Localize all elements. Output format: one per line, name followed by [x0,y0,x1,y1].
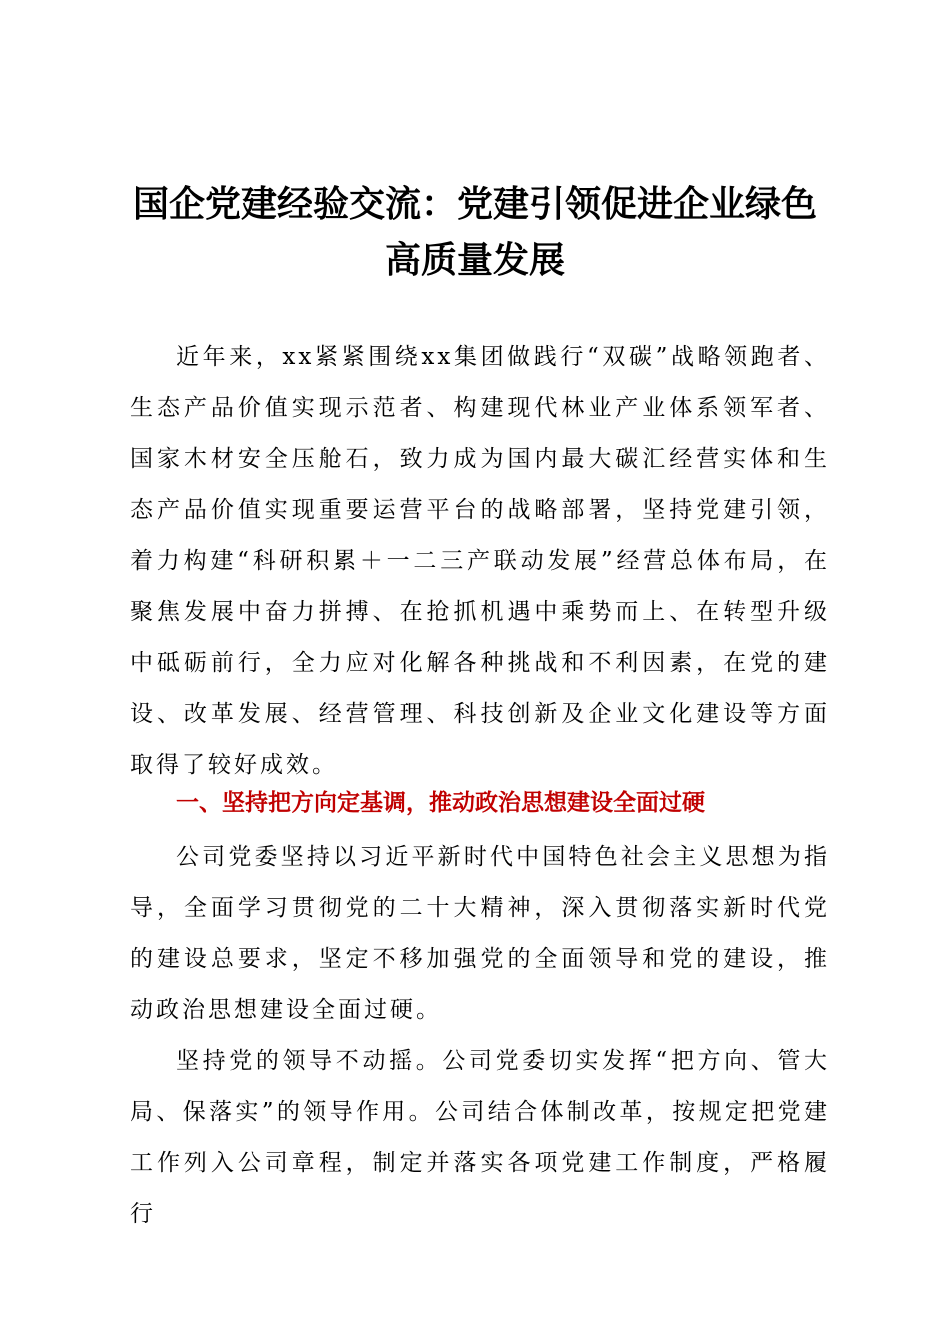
section-paragraph: 坚持党的领导不动摇。公司党委切实发挥“把方向、管大局、保落实”的领导作用。公司结合体制改革，按规定把党建工作列入公司章程，制定并落实各项党建工作制度，严格履行 [130,1048,830,1227]
section-paragraph: 公司党委坚持以习近平新时代中国特色社会主义思想为指导，全面学习贯彻党的二十大精神，深入贯彻落实新时代党的建设总要求，坚定不移加强党的全面领导和党的建设，推动政治思想建设全面过硬。 [130,844,830,1023]
intro-paragraph: 近年来，xx紧紧围绕xx集团做践行“双碳”战略领跑者、生态产品价值实现示范者、构建现代林业产业体系领军者、国家木材安全压舱石，致力成为国内最大碳汇经营实体和生态产品价值实现重要运营平台的战略部署，坚持党建引领，着力构建“科研积累＋一二三产联动发展”经营总体布局，在聚焦发展中奋力拼搏、在抢抓机遇中乘势而上、在转型升级中砥砺前行，全力应对化解各种挑战和不利因素，在党的建设、改革发展、经营管理、科技创新及企业文化建设等方面取得了较好成效。 [130,344,830,778]
section-heading: 一、坚持把方向定基调，推动政治思想建设全面过硬 [176,790,705,816]
document-title: 国企党建经验交流：党建引领促进企业绿色高质量发展 [132,183,817,281]
